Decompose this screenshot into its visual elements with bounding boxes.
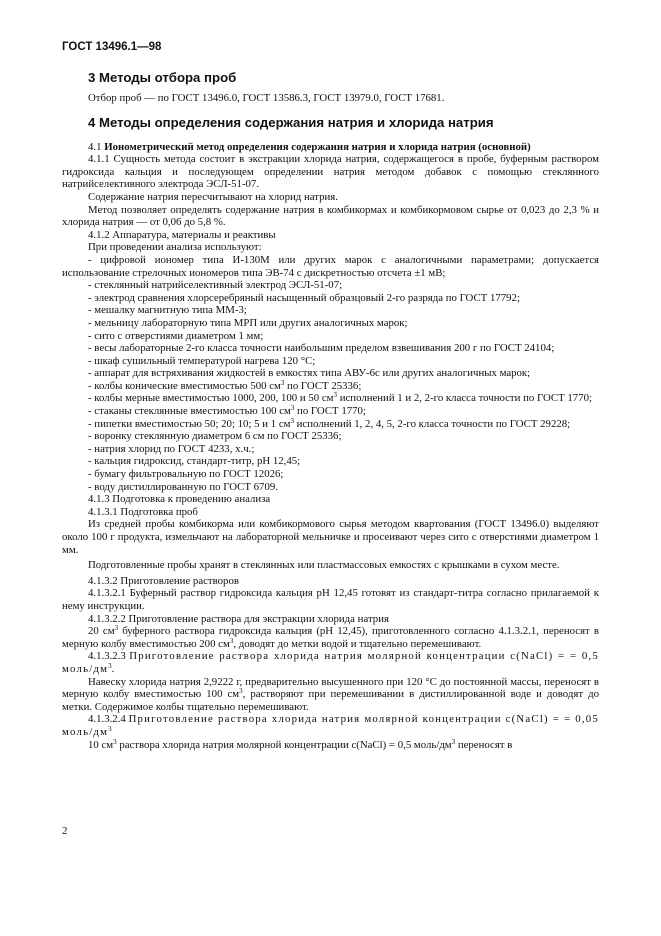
list-item: - мельницу лабораторную типа МРП или других аналогичных марок; — [88, 316, 408, 329]
list-item: - электрод сравнения хлорсеребряный насыщенный образцовый 2-го разряда по ГОСТ 17792; — [88, 291, 520, 304]
list-item: - сито с отверстиями диаметром 1 мм; — [88, 329, 264, 342]
subsection-4-1-heading: 4.1 Ионометрический метод определения содержания натрия и хлорида натрия (основной) — [88, 140, 531, 153]
list-item: - воронку стеклянную диаметром 6 см по ГОСТ 25336; — [88, 430, 342, 443]
sampling-paragraph: Отбор проб — по ГОСТ 13496.0, ГОСТ 13586.3, ГОСТ 13979.0, ГОСТ 17681. — [88, 92, 445, 104]
paragraph-4-1-3-2: 4.1.3.2 Приготовление растворов — [88, 574, 239, 587]
paragraph-4-1-1: 4.1.1 Сущность метода состоит в экстракции хлорида натрия, содержащегося в пробе, буферным раствором гидроксида кальция и последующем определении натрия методом добавок с помощью стеклянного натрийселективного электрода ЭСЛ-51-07. — [62, 153, 599, 191]
list-item: - аппарат для встряхивания жидкостей в емкостях типа АВУ-6с или других аналогичных марок; — [88, 367, 531, 380]
paragraph-buffer-dilution: 20 $см^3$ буферного раствора гидроксида кальция (pH 12,45), приготовленного согласно 4.1.3.2.1, переносят в мерную колбу вместимостью 200 $см^3$, доводят до метки водой и тщательно перемешивают. — [62, 624, 599, 650]
list-item: - натрия хлорид по ГОСТ 4233, х.ч.; — [88, 442, 255, 455]
list-item: - кальция гидроксид, стандарт-титр, pH 12,45; — [88, 455, 301, 468]
list-item: - весы лабораторные 2-го класса точности наибольшим пределом взвешивания 200 г по ГОСТ 24104; — [88, 342, 555, 355]
paragraph-4-1-3: 4.1.3 Подготовка к проведению анализа — [88, 493, 271, 506]
paragraph-dilution-10: 10 $см^3$ раствора хлорида натрия молярной концентрации c(NaCl) = 0,5 моль/$дм^3$ переносят в — [88, 737, 513, 751]
list-item: - колбы конические вместимостью 500 $см^3$ по ГОСТ 25336; — [88, 378, 362, 392]
paragraph-use: При проведении анализа используют: — [88, 241, 262, 254]
paragraph-4-1-3-2-4: 4.1.3.2.4 Приготовление раствора хлорида натрия молярной концентрации c(NaCl) = = 0,05 моль/$дм^3$ — [62, 713, 599, 738]
paragraph-store: Подготовленные пробы хранят в стеклянных или пластмассовых емкостях с крышками в сухом месте. — [88, 559, 560, 572]
paragraph-4-1-3-2-3: 4.1.3.2.3 Приготовление раствора хлорида натрия молярной концентрации c(NaCl) = = 0,5 моль/$дм^3$. — [62, 650, 599, 675]
paragraph-4-1-3-2-1: 4.1.3.2.1 Буферный раствор гидроксида кальция pH 12,45 готовят из стандарт-титра согласно прилагаемой к нему инструкции. — [62, 587, 599, 612]
paragraph-4-1-3-2-2: 4.1.3.2.2 Приготовление раствора для экстракции хлорида натрия — [88, 612, 389, 625]
list-item: - мешалку магнитную типа ММ-3; — [88, 304, 247, 317]
list-item: - шкаф сушильный температурой нагрева 120 °С; — [88, 354, 316, 367]
page-header: ГОСТ 13496.1—98 — [62, 41, 162, 53]
paragraph-4-1-2: 4.1.2 Аппаратура, материалы и реактивы — [88, 228, 276, 241]
paragraph-method: Метод позволяет определять содержание натрия в комбикормах и комбикормовом сырье от 0,023 до 2,3 % и хлорида натрия — от 0,06 до 5,8 %. — [62, 203, 599, 229]
list-item: - стеклянный натрийселективный электрод ЭСЛ-51-07; — [88, 279, 343, 292]
section-4-title: 4 Методы определения содержания натрия и хлорида натрия — [88, 114, 494, 130]
document-body — [62, 70, 599, 751]
page-number: 2 — [62, 825, 68, 837]
paragraph-sample: Из средней пробы комбикорма или комбикормового сырья методом квартования (ГОСТ 13496.0) выделяют около 100 г продукта, измельчают на лабораторной мельничке и просеивают через сито с отверстиями диаметром 1 мм. — [62, 518, 599, 556]
section-3-title: 3 Методы отбора проб — [88, 70, 237, 85]
list-item: - цифровой иономер типа И-130М или других марок с аналогичными параметрами; допускается использование стрелочных иономеров типа ЭВ-74 с дискретностью отсчета ±1 мВ; — [62, 253, 599, 279]
list-item: - пипетки вместимостью 50; 20; 10; 5 и 1 $см^3$ исполнений 1, 2, 4, 5, 2-го класса точности по ГОСТ 29228; — [88, 416, 571, 430]
paragraph-recalc: Содержание натрия пересчитывают на хлорид натрия. — [88, 190, 338, 203]
paragraph-weigh: Навеску хлорида натрия 2,9222 г, предварительно высушенного при 120 °С до постоянной массы, переносят в мерную колбу вместимостью 100 $см^3$, растворяют при перемешивании в дистиллированной воде и доводят до метки. Содержимое колбы тщательно перемешивают. — [62, 675, 599, 713]
list-item: - воду дистиллированную по ГОСТ 6709. — [88, 480, 278, 493]
list-item: - колбы мерные вместимостью 1000, 200, 100 и 50 $см^3$ исполнений 1 и 2, 2-го класса точности по ГОСТ 1770; — [88, 391, 592, 405]
list-item: - бумагу фильтровальную по ГОСТ 12026; — [88, 468, 284, 481]
paragraph-4-1-3-1: 4.1.3.1 Подготовка проб — [88, 505, 198, 518]
list-item: - стаканы стеклянные вместимостью 100 $см^3$ по ГОСТ 1770; — [88, 404, 366, 418]
